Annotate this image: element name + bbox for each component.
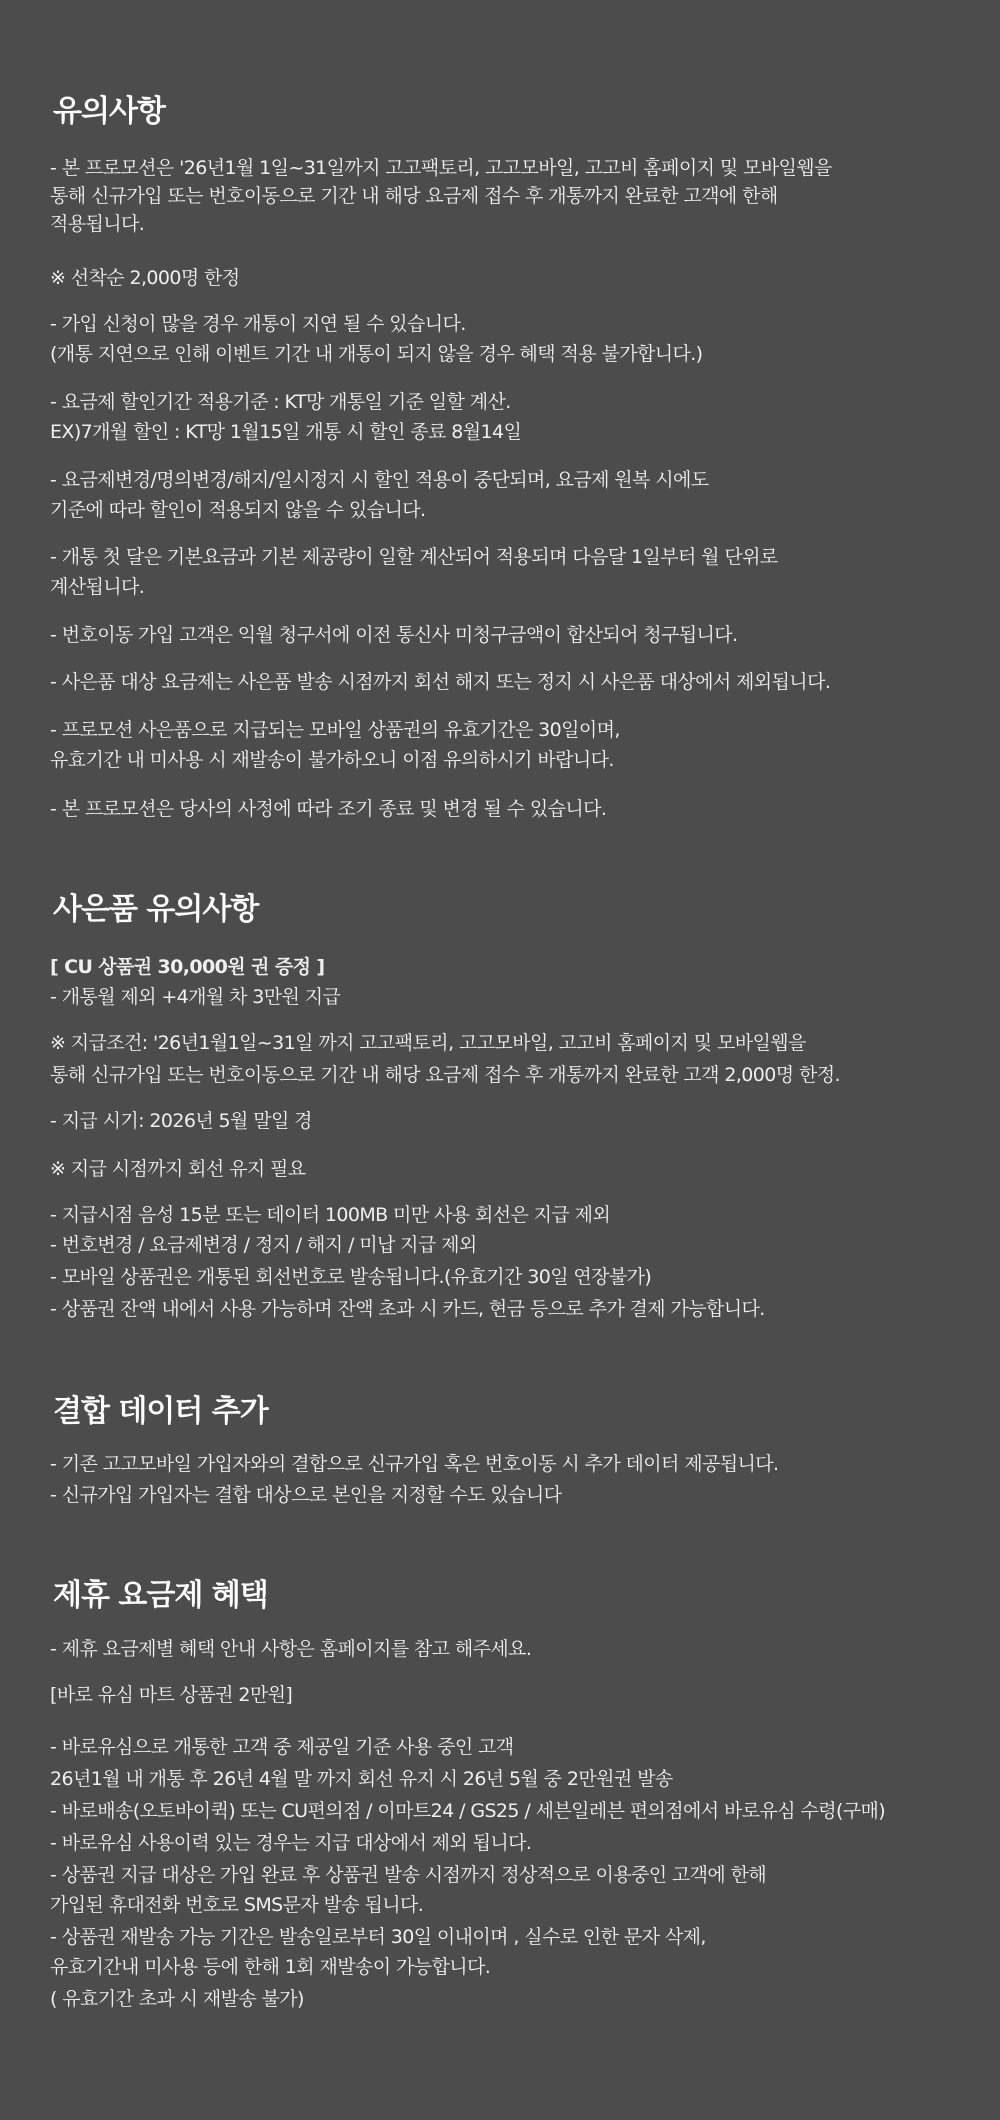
notice-line: - 바로유심으로 개통한 고객 중 제공일 기준 사용 중인 고객 xyxy=(50,1736,514,1758)
notice-line: ※ 지급 시점까지 회선 유지 필요 xyxy=(50,1158,306,1180)
notice-line: 통해 신규가입 또는 번호이동으로 기간 내 해당 요금제 접수 후 개통까지 완료한 고객에 한해 xyxy=(50,185,778,207)
notice-line: - 본 프로모션은 '26년1월 1일~31일까지 고고팩토리, 고고모바일, 고고비 홈페이지 및 모바일웹을 xyxy=(50,157,832,179)
notice-line: - 기존 고고모바일 가입자와의 결합으로 신규가입 혹은 번호이동 시 추가 데이터 제공됩니다. xyxy=(50,1453,779,1475)
notice-line: - 모바일 상품권은 개통된 회선번호로 발송됩니다.(유효기간 30일 연장불가) xyxy=(50,1266,652,1288)
notice-line: - 제휴 요금제별 혜택 안내 사항은 홈페이지를 참고 해주세요. xyxy=(50,1638,532,1660)
notice-line: 통해 신규가입 또는 번호이동으로 기간 내 해당 요금제 접수 후 개통까지 완료한 고객 2,000명 한정. xyxy=(50,1064,840,1086)
section-title: 사은품 유의사항 xyxy=(53,892,259,927)
gift-heading: [ CU 상품권 30,000원 권 증정 ] xyxy=(50,956,325,978)
notice-line: 유효기간 내 미사용 시 재발송이 불가하오니 이점 유의하시기 바랍니다. xyxy=(50,749,614,771)
notice-line: - 바로배송(오토바이퀵) 또는 CU편의점 / 이마트24 / GS25 / 세븐일레븐 편의점에서 바로유심 수령(구매) xyxy=(50,1800,886,1822)
section-title: 제휴 요금제 혜택 xyxy=(53,1578,268,1613)
notice-line: 계산됩니다. xyxy=(50,576,145,598)
notice-line: - 지급시점 음성 15분 또는 데이터 100MB 미만 사용 회선은 지급 제외 xyxy=(50,1204,611,1226)
notice-line: 적용됩니다. xyxy=(50,213,145,235)
notice-line: - 개통월 제외 +4개월 차 3만원 지급 xyxy=(50,986,341,1008)
notice-line: ※ 선착순 2,000명 한정 xyxy=(50,267,240,289)
notice-line: - 요금제 할인기간 적용기준 : KT망 개통일 기준 일할 계산. xyxy=(50,391,511,413)
notice-line: - 지급 시기: 2026년 5월 말일 경 xyxy=(50,1110,312,1132)
notice-line: - 바로유심 사용이력 있는 경우는 지급 대상에서 제외 됩니다. xyxy=(50,1832,532,1854)
notice-line: EX)7개월 할인 : KT망 1월15일 개통 시 할인 종료 8월14일 xyxy=(50,421,522,443)
section-title: 결합 데이터 추가 xyxy=(53,1394,268,1429)
notice-line: - 번호이동 가입 고객은 익월 청구서에 이전 통신사 미청구금액이 합산되어 청구됩니다. xyxy=(50,624,738,646)
notice-line: ※ 지급조건: '26년1월1일~31일 까지 고고팩토리, 고고모바일, 고고비 홈페이지 및 모바일웹을 xyxy=(50,1032,806,1054)
notice-line: 26년1월 내 개통 후 26년 4월 말 까지 회선 유지 시 26년 5월 중 2만원권 발송 xyxy=(50,1768,673,1790)
notice-line: - 사은품 대상 요금제는 사은품 발송 시점까지 회선 해지 또는 정지 시 사은품 대상에서 제외됩니다. xyxy=(50,671,831,693)
notice-line: - 상품권 잔액 내에서 사용 가능하며 잔액 초과 시 카드, 현금 등으로 추가 결제 가능합니다. xyxy=(50,1298,765,1320)
notice-line: 가입된 휴대전화 번호로 SMS문자 발송 됩니다. xyxy=(50,1894,424,1916)
notice-line: - 상품권 재발송 가능 기간은 발송일로부터 30일 이내이며 , 실수로 인한 문자 삭제, xyxy=(50,1926,706,1948)
notice-line: ( 유효기간 초과 시 재발송 불가) xyxy=(50,1988,304,2010)
notice-line: - 요금제변경/명의변경/해지/일시정지 시 할인 적용이 중단되며, 요금제 원복 시에도 xyxy=(50,469,709,491)
gift-heading: [바로 유심 마트 상품권 2만원] xyxy=(50,1684,293,1706)
notice-line: - 본 프로모션은 당사의 사정에 따라 조기 종료 및 변경 될 수 있습니다. xyxy=(50,798,607,820)
notice-line: 유효기간내 미사용 등에 한해 1회 재발송이 가능합니다. xyxy=(50,1956,491,1978)
notice-line: - 프로모션 사은품으로 지급되는 모바일 상품권의 유효기간은 30일이며, xyxy=(50,719,620,741)
section-title: 유의사항 xyxy=(53,94,165,129)
notice-line: - 상품권 지급 대상은 가입 완료 후 상품권 발송 시점까지 정상적으로 이용중인 고객에 한해 xyxy=(50,1864,767,1886)
notice-line: - 개통 첫 달은 기본요금과 기본 제공량이 일할 계산되어 적용되며 다음달 1일부터 월 단위로 xyxy=(50,546,778,568)
notice-line: - 가입 신청이 많을 경우 개통이 지연 될 수 있습니다. xyxy=(50,313,466,335)
notice-line: - 번호변경 / 요금제변경 / 정지 / 해지 / 미납 지급 제외 xyxy=(50,1234,477,1256)
notice-line: - 신규가입 가입자는 결합 대상으로 본인을 지정할 수도 있습니다 xyxy=(50,1484,562,1506)
notice-line: 기준에 따라 할인이 적용되지 않을 수 있습니다. xyxy=(50,499,426,521)
notice-line: (개통 지연으로 인해 이벤트 기간 내 개통이 되지 않을 경우 혜택 적용 불가합니다.) xyxy=(50,343,703,365)
